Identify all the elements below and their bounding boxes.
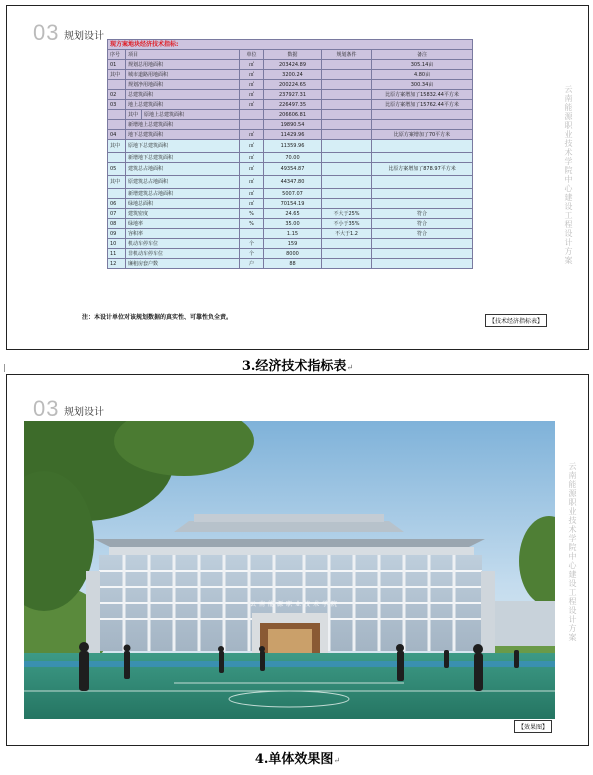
table-cell-cond <box>322 259 372 269</box>
table-cell-remark: 符合 <box>372 209 473 219</box>
table-cell-cond <box>322 60 372 70</box>
table-cell-no: 01 <box>108 60 126 70</box>
table-cell-value: 11429.96 <box>264 130 322 140</box>
table-row <box>108 229 473 239</box>
table-cell-value: 70.00 <box>264 153 322 163</box>
table-cell-cond <box>322 140 372 153</box>
side-watermark-text: 云南能源职业技术学院中心建设工程设计方案 <box>568 462 577 642</box>
table-cell-no: 11 <box>108 249 126 259</box>
section-title: 规划设计 <box>64 407 104 418</box>
table-cell-cond: 不小于35% <box>322 219 372 229</box>
table-cell-no <box>108 80 126 90</box>
table-cell-remark <box>372 189 473 199</box>
table-cell-cond <box>322 70 372 80</box>
table-cell-no <box>108 189 126 199</box>
table-cell-remark: 比原方案增加了15762.44平方米 <box>372 100 473 110</box>
table-row <box>108 176 473 189</box>
table-cell-no: 12 <box>108 259 126 269</box>
table-cell-remark: 比原方案增加了70平方米 <box>372 130 473 140</box>
table-row <box>108 130 473 140</box>
table-cell-unit <box>240 120 264 130</box>
table-row <box>108 249 473 259</box>
table-row <box>108 80 473 90</box>
table-cell-value: 49354.87 <box>264 163 322 176</box>
table-cell-no: 09 <box>108 229 126 239</box>
table-cell-value: 88 <box>264 259 322 269</box>
table-cell-name: 容积率 <box>126 229 240 239</box>
table-row <box>108 209 473 219</box>
table-title: 现方案地块经济技术指标: <box>108 40 473 50</box>
table-cell-unit: 个 <box>240 239 264 249</box>
table-cell-unit: ㎡ <box>240 153 264 163</box>
table-cell-no: 05 <box>108 163 126 176</box>
table-cell-remark <box>372 110 473 120</box>
table-cell-value: 8000 <box>264 249 322 259</box>
table-cell-unit <box>240 110 264 120</box>
table-row <box>108 110 473 120</box>
table-cell-cond: 不大于1.2 <box>322 229 372 239</box>
section-title: 规划设计 <box>64 31 104 42</box>
table-cell-cond <box>322 239 372 249</box>
side-watermark-text: 云南能源职业技术学院中心建设工程设计方案 <box>564 85 573 265</box>
table-cell-unit: ㎡ <box>240 90 264 100</box>
table-cell-name: 地上总建筑面积 <box>126 100 240 110</box>
table-row <box>108 199 473 209</box>
table-cell-no <box>108 110 126 120</box>
table-cell-value: 70154.19 <box>264 199 322 209</box>
table-cell-unit <box>240 229 264 239</box>
table-row <box>108 259 473 269</box>
table-cell-unit: ㎡ <box>240 199 264 209</box>
table-cell-cond <box>322 153 372 163</box>
section-number: 03 <box>33 20 60 45</box>
table-cell-no: 06 <box>108 199 126 209</box>
table-cell-no: 其中 <box>108 176 126 189</box>
table-header-row <box>108 50 473 60</box>
table-cell-remark: 符合 <box>372 229 473 239</box>
table-row <box>108 60 473 70</box>
table-cell-remark <box>372 199 473 209</box>
table-cell-cond <box>322 80 372 90</box>
table-cell-value: 226497.35 <box>264 100 322 110</box>
table-cell-no: 08 <box>108 219 126 229</box>
table-cell-remark: 305.14亩 <box>372 60 473 70</box>
table-cell-unit: ㎡ <box>240 140 264 153</box>
table-note: 注：本设计单位对该规划数据的真实性、可靠性负全责。 <box>82 314 233 321</box>
table-cell-value: 200224.65 <box>264 80 322 90</box>
table-cell-unit: ㎡ <box>240 70 264 80</box>
header-no: 序号 <box>108 50 126 60</box>
table-cell-cond <box>322 90 372 100</box>
table-cell-name: 新增地上总建筑面积 <box>126 120 240 130</box>
table-cell-no: 其中 <box>108 140 126 153</box>
caption-4 <box>6 748 589 767</box>
building-sign: 云南能源职业技术学院 <box>250 601 341 608</box>
table-cell-remark <box>372 239 473 249</box>
table-cell-value: 44347.80 <box>264 176 322 189</box>
building-rendering-image <box>24 421 555 719</box>
table-row <box>108 163 473 176</box>
table-cell-name: 新增地下总建筑面积 <box>126 153 240 163</box>
table-cell-cond <box>322 249 372 259</box>
table-cell-no: 04 <box>108 130 126 140</box>
table-row <box>108 140 473 153</box>
table-cell-cond <box>322 100 372 110</box>
table-cell-no: 10 <box>108 239 126 249</box>
table-cell-cond: 不大于25% <box>322 209 372 219</box>
table-cell-value: 11359.96 <box>264 140 322 153</box>
return-mark-icon: ↵ <box>333 756 341 765</box>
table-cell-no: 03 <box>108 100 126 110</box>
header-condition: 规划条件 <box>322 50 372 60</box>
return-mark-icon: ↵ <box>346 363 354 372</box>
table-cell-name: 廉租房套户数 <box>126 259 240 269</box>
table-cell-name: 建筑密度 <box>126 209 240 219</box>
table-cell-value: 35.00 <box>264 219 322 229</box>
table-row <box>108 219 473 229</box>
section-number: 03 <box>33 396 60 421</box>
table-cell-name: 原地下总建筑面积 <box>126 140 240 153</box>
table-cell-name: 总建筑面积 <box>126 90 240 100</box>
header-remark: 备注 <box>372 50 473 60</box>
caption-text: 4.单体效果图 <box>254 752 334 767</box>
table-cell-name: 绿地率 <box>126 219 240 229</box>
table-cell-name: 原地上总建筑面积 <box>142 110 240 120</box>
table-cell-cond <box>322 130 372 140</box>
table-cell-unit: ㎡ <box>240 100 264 110</box>
table-cell-cond <box>322 176 372 189</box>
table-cell-remark: 比原方案增加了878.97平方米 <box>372 163 473 176</box>
tech-indicator-table <box>107 39 473 269</box>
table-cell-name: 城市道路用地面积 <box>126 70 240 80</box>
table-cell-remark <box>372 259 473 269</box>
table-cell-remark <box>372 153 473 163</box>
table-row <box>108 100 473 110</box>
table-cell-unit: 个 <box>240 249 264 259</box>
table-cell-remark <box>372 249 473 259</box>
table-cell-no <box>108 120 126 130</box>
table-cell-name: 地下总建筑面积 <box>126 130 240 140</box>
table-cell-cond <box>322 163 372 176</box>
table-cell-name: 非机动车停车位 <box>126 249 240 259</box>
table-cell-value: 5007.07 <box>264 189 322 199</box>
table-cell-remark <box>372 140 473 153</box>
table-cell-unit: ㎡ <box>240 163 264 176</box>
table-cell-unit: % <box>240 209 264 219</box>
table-cell-remark: 4.80亩 <box>372 70 473 80</box>
table-row <box>108 90 473 100</box>
table-cell-unit: ㎡ <box>240 80 264 90</box>
table-cell-value: 206606.81 <box>264 110 322 120</box>
table-cell-cond <box>322 110 372 120</box>
table-cell-no: 02 <box>108 90 126 100</box>
table-cell-remark: 比原方案增加了15832.44平方米 <box>372 90 473 100</box>
table-cell-sub: 其中 <box>126 110 142 120</box>
table-cell-name: 新增建筑总占地面积 <box>126 189 240 199</box>
table-cell-remark <box>372 120 473 130</box>
table-cell-value: 3200.24 <box>264 70 322 80</box>
header-value: 数据 <box>264 50 322 60</box>
table-cell-cond <box>322 120 372 130</box>
table-cell-name: 规划总用地面积 <box>126 60 240 70</box>
table-cell-remark <box>372 176 473 189</box>
table-cell-name: 机动车停车位 <box>126 239 240 249</box>
table-cell-value: 159 <box>264 239 322 249</box>
table-cell-no <box>108 153 126 163</box>
table-cell-name: 建筑总占地面积 <box>126 163 240 176</box>
table-cell-unit: ㎡ <box>240 176 264 189</box>
table-cell-no: 07 <box>108 209 126 219</box>
render-tag-label: 【效果图】 <box>514 720 552 733</box>
table-cell-no: 其中 <box>108 70 126 80</box>
table-cell-cond <box>322 199 372 209</box>
table-cell-unit: ㎡ <box>240 60 264 70</box>
caption-3 <box>6 355 589 374</box>
table-tag-label: 【技术经济指标表】 <box>485 314 547 327</box>
table-row <box>108 153 473 163</box>
table-cell-unit: ㎡ <box>240 189 264 199</box>
table-row <box>108 189 473 199</box>
table-cell-value: 19890.54 <box>264 120 322 130</box>
caption-text: 3.经济技术指标表 <box>241 359 347 374</box>
table-row <box>108 70 473 80</box>
table-cell-name: 规划净用地面积 <box>126 80 240 90</box>
table-row <box>108 120 473 130</box>
table-cell-cond <box>322 189 372 199</box>
table-cell-unit: 户 <box>240 259 264 269</box>
header-item: 项目 <box>126 50 240 60</box>
table-cell-remark: 300.34亩 <box>372 80 473 90</box>
corner-mark-icon <box>0 364 5 372</box>
table-cell-value: 1.15 <box>264 229 322 239</box>
header-unit: 单位 <box>240 50 264 60</box>
table-cell-value: 24.65 <box>264 209 322 219</box>
table-row <box>108 239 473 249</box>
table-cell-value: 203424.89 <box>264 60 322 70</box>
table-cell-unit: ㎡ <box>240 130 264 140</box>
table-cell-value: 237927.31 <box>264 90 322 100</box>
table-cell-remark: 符合 <box>372 219 473 229</box>
table-cell-name: 原建筑总占地面积 <box>126 176 240 189</box>
table-cell-unit: % <box>240 219 264 229</box>
table-cell-name: 绿地总面积 <box>126 199 240 209</box>
